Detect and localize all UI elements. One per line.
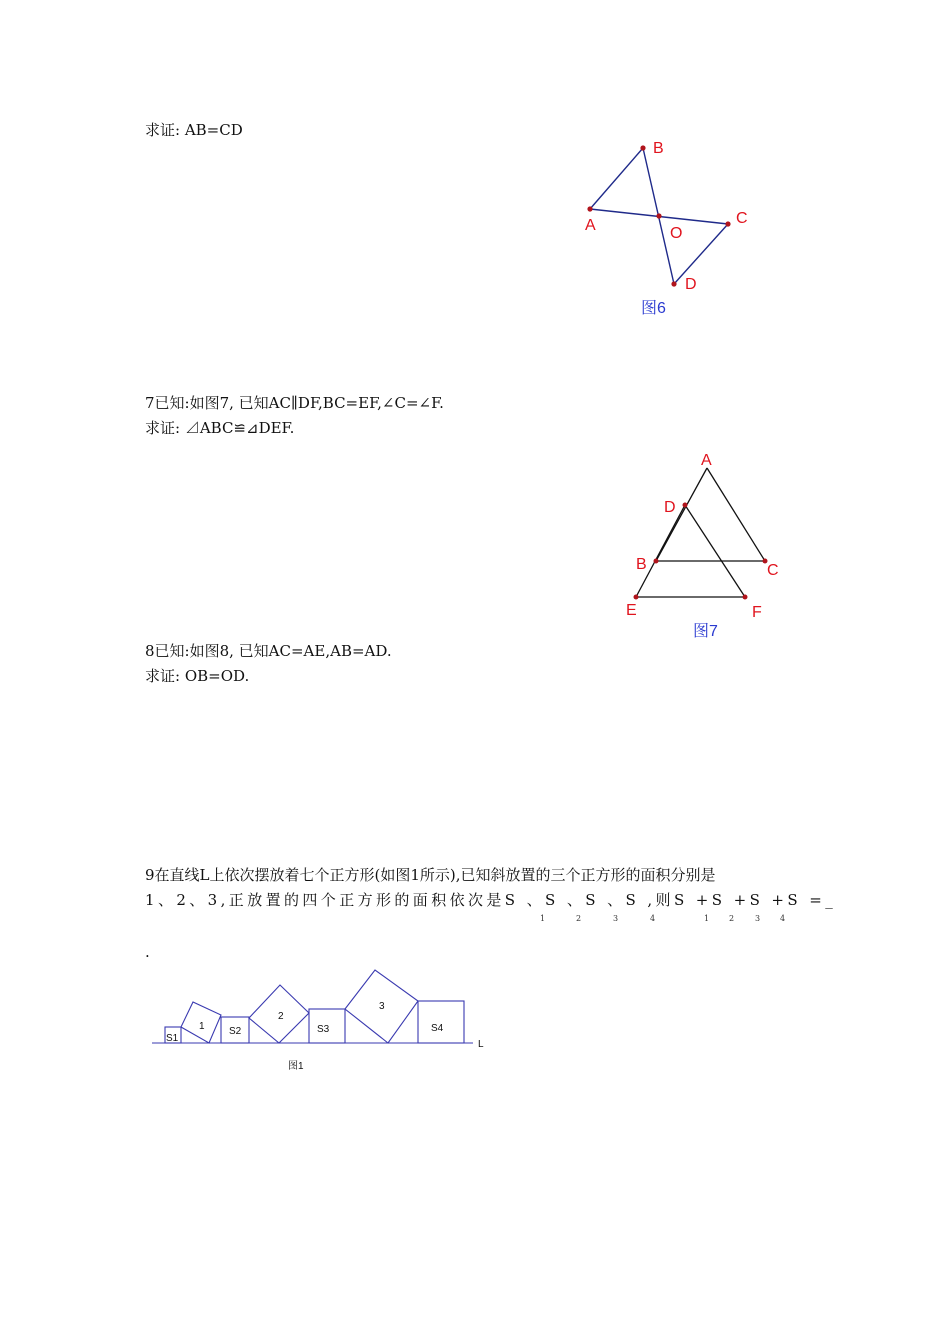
fig6-label-b: B bbox=[653, 140, 664, 157]
fig1-label-2: 2 bbox=[278, 1011, 284, 1022]
p9-sub-b2: 2 bbox=[729, 914, 735, 923]
fig7-label-f: F bbox=[752, 604, 762, 621]
fig7-point-d bbox=[683, 503, 688, 508]
fig7-point-f bbox=[743, 595, 748, 600]
fig1-label-l: L bbox=[478, 1039, 484, 1050]
fig1-label-1: 1 bbox=[199, 1021, 205, 1032]
fig6-point-o bbox=[656, 213, 661, 218]
fig6-label-a: A bbox=[585, 217, 596, 234]
p7-prove: 求证: ⊿ABC≌⊿DEF. bbox=[145, 419, 295, 437]
fig1-label-s1: S1 bbox=[166, 1033, 179, 1044]
p8-given: 8已知:如图8, 已知AC=AE,AB=AD. bbox=[145, 642, 392, 660]
fig6-caption: 图6 bbox=[641, 300, 666, 317]
fig6-label-o: O bbox=[670, 225, 683, 242]
fig7-seg-df bbox=[685, 505, 745, 597]
p9-sub-b3: 3 bbox=[755, 914, 761, 923]
p8-prove: 求证: OB=OD. bbox=[145, 667, 250, 685]
fig1-caption: 图1 bbox=[288, 1061, 304, 1072]
p6-prove: 求证: AB=CD bbox=[145, 121, 243, 139]
fig7-label-e: E bbox=[626, 602, 637, 619]
fig6-seg-ab bbox=[590, 148, 643, 209]
fig7-label-a: A bbox=[701, 452, 712, 469]
fig7-label-b: B bbox=[636, 556, 647, 573]
p9-sub-a1: 1 bbox=[540, 914, 546, 923]
fig1-label-s4: S4 bbox=[431, 1023, 444, 1034]
fig7-point-e bbox=[634, 595, 639, 600]
fig7-label-c: C bbox=[767, 562, 779, 579]
fig1-label-s2: S2 bbox=[229, 1026, 242, 1037]
fig6-label-c: C bbox=[736, 210, 748, 227]
p9-line3: . bbox=[145, 943, 150, 961]
fig7-point-b bbox=[654, 559, 659, 564]
fig6-point-c bbox=[725, 221, 730, 226]
fig6-point-d bbox=[671, 281, 676, 286]
fig7-seg-de bbox=[636, 505, 685, 597]
p9-sub-a4: 4 bbox=[650, 914, 656, 923]
p9-line2: 1、2、3,正放置的四个正方形的面积依次是S 、S 、S 、S ,则S +S +S +S =_ bbox=[145, 891, 837, 909]
p9-sub-a2: 2 bbox=[576, 914, 582, 923]
p9-sub-a3: 3 bbox=[613, 914, 619, 923]
fig7-seg-ac bbox=[707, 468, 765, 561]
fig6-point-b bbox=[640, 145, 645, 150]
fig1-square-s4 bbox=[418, 1001, 464, 1043]
p9-sub-b1: 1 bbox=[704, 914, 710, 923]
p7-given: 7已知:如图7, 已知AC∥DF,BC=EF,∠C=∠F. bbox=[145, 394, 444, 412]
fig1-label-3: 3 bbox=[379, 1001, 385, 1012]
fig6-label-d: D bbox=[685, 276, 697, 293]
fig7-label-d: D bbox=[664, 499, 676, 516]
p9-sub-b4: 4 bbox=[780, 914, 786, 923]
fig7-caption: 图7 bbox=[693, 623, 718, 640]
p9-line1: 9在直线L上依次摆放着七个正方形(如图1所示),已知斜放置的三个正方形的面积分别是 bbox=[145, 866, 716, 884]
fig6-point-a bbox=[587, 206, 592, 211]
fig1-label-s3: S3 bbox=[317, 1024, 330, 1035]
